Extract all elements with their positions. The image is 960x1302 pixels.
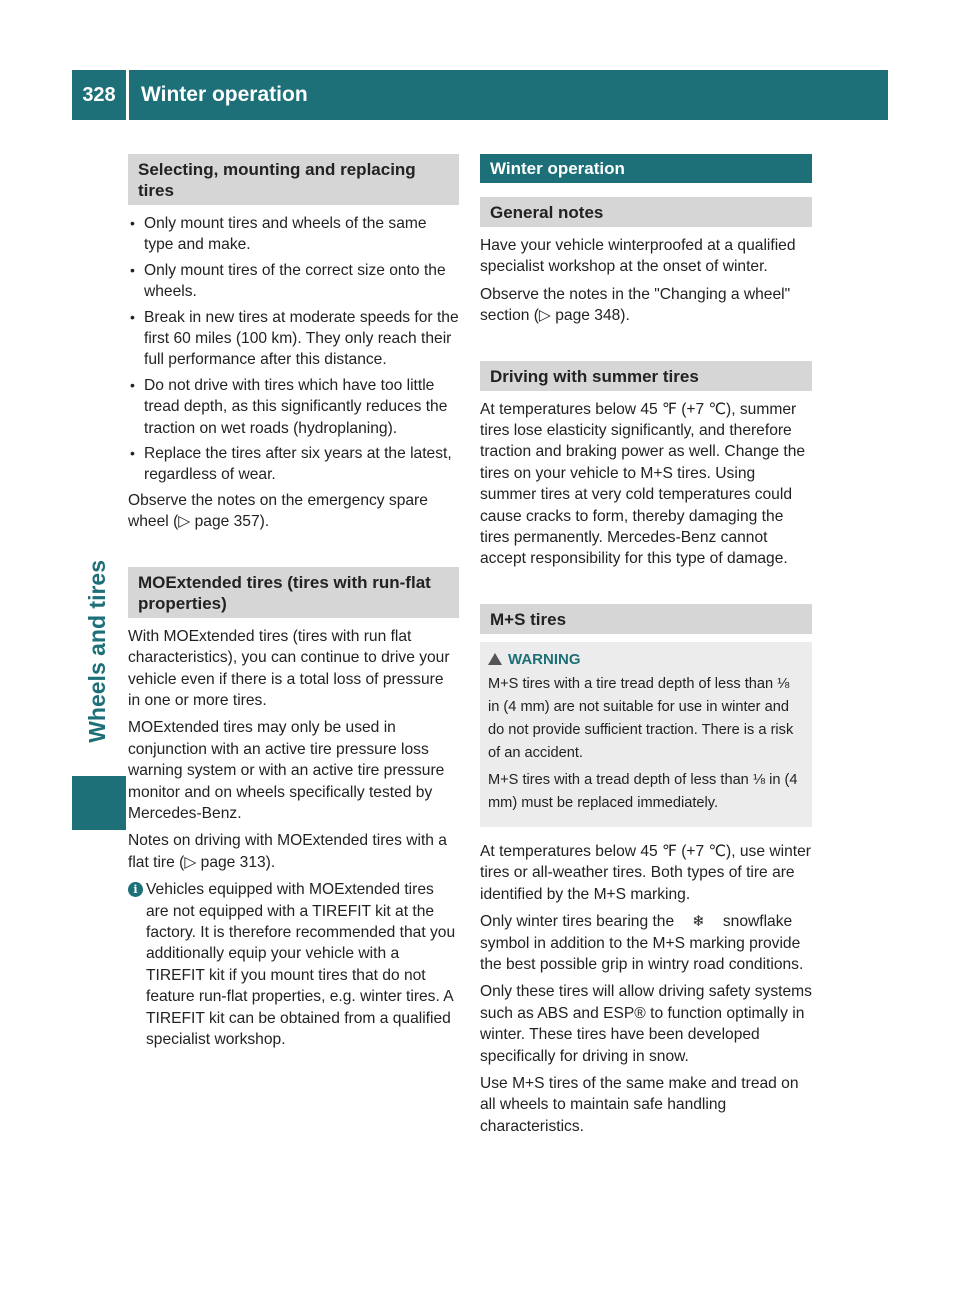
list-item: • Do not drive with tires which have too little tread depth, as this significantly reduces the traction on wet roads (hydroplaning). [128,375,459,439]
warning-title [488,648,802,671]
list-item: • Break in new tires at moderate speeds for the first 60 miles (100 km). They only reach their full performance after this distance. [128,307,459,371]
paragraph: At temperatures below 45 ℉ (+7 ℃), use winter tires or all-weather tires. Both types of tire are identified by the M+S marking. [480,842,811,903]
paragraph [480,911,812,975]
section-heading-moextended: MOExtended tires (tires with run-flat properties) [128,567,459,618]
info-text: Vehicles equipped with MOExtended tires are not equipped with a TIREFIT kit at the factory. It is therefore recommended that you additionally equip your vehicle with a TIREFIT kit if you mount tires that do not feature run-flat properties, e.g. winter tires. A TIREFIT kit can be obtained from a qualified specialist workshop. [146,881,456,1048]
page-title: Winter operation [141,83,308,106]
paragraph: Observe the notes on the emergency spare wheel (▷ page 357). [128,491,428,531]
snowflake-icon: ❄ [692,913,705,931]
info-note [128,879,459,1050]
bullet-list [128,213,459,486]
paragraph: With MOExtended tires (tires with run flat characteristics), you can continue to drive your vehicle even if there is a total loss of pressure in one or more tires. [128,627,450,709]
section-heading-general-notes: General notes [480,197,812,227]
page-number: 328 [72,70,129,120]
info-icon: i [128,882,143,897]
chapter-tab-marker [72,776,126,830]
warning-text: M+S tires with a tire tread depth of less than ⅛ in (4 mm) are not suitable for use in winter and do not provide sufficient traction. There is a risk of an accident. [488,675,794,761]
paragraph: Observe the notes in the "Changing a wheel" section (▷ page 348). [480,285,791,325]
paragraph: Notes on driving with MOExtended tires with a flat tire (▷ page 313). [128,832,447,871]
right-column [480,154,812,1143]
section-heading-selecting: Selecting, mounting and replacing tires [128,154,459,205]
list-item: • Only mount tires of the correct size onto the wheels. [128,260,459,303]
paragraph: Have your vehicle winterproofed at a qualified specialist workshop at the onset of winter. [480,237,796,276]
warning-box [480,642,812,827]
section-heading-winter-operation: Winter operation [480,154,812,183]
warning-text: M+S tires with a tread depth of less than ⅛ in (4 mm) must be replaced immediately. [488,771,798,811]
paragraph: Only these tires will allow driving safety systems such as ABS and ESP® to function optimally in winter. These tires have been developed specifically for driving in snow. [480,983,812,1065]
list-item: • Replace the tires after six years at the latest, regardless of wear. [128,443,459,486]
paragraph: At temperatures below 45 ℉ (+7 ℃), summer tires lose elasticity significantly, and therefore traction and braking power as well. Change the tires on your vehicle to M+S tires. Using summer tires at very cold temperatures could cause cracks to form, thereby damaging the tires permanently. Mercedes-Benz cannot accept responsibility for this type of damage. [480,400,806,568]
paragraph: MOExtended tires may only be used in conjunction with an active tire pressure loss warning system or with an active tire pressure monitor and on wheels specifically tested by Mercedes-Benz. [128,719,445,822]
page-header [72,70,888,120]
left-column [128,154,459,1050]
paragraph: Use M+S tires of the same make and tread on all wheels to maintain safe handling characteristics. [480,1074,799,1135]
section-heading-summer-tires: Driving with summer tires [480,361,812,391]
warning-label: WARNING [508,650,581,668]
list-item: • Only mount tires and wheels of the same type and make. [128,213,459,256]
warning-icon [488,653,502,665]
chapter-tab-label: Wheels and tires [84,560,110,743]
paragraph-text: Only winter tires bearing the [480,913,675,931]
section-heading-ms-tires: M+S tires [480,604,812,634]
paragraph-text: snowflake symbol in addition to the M+S marking provide the best possible grip in wintry road conditions. [480,913,804,973]
